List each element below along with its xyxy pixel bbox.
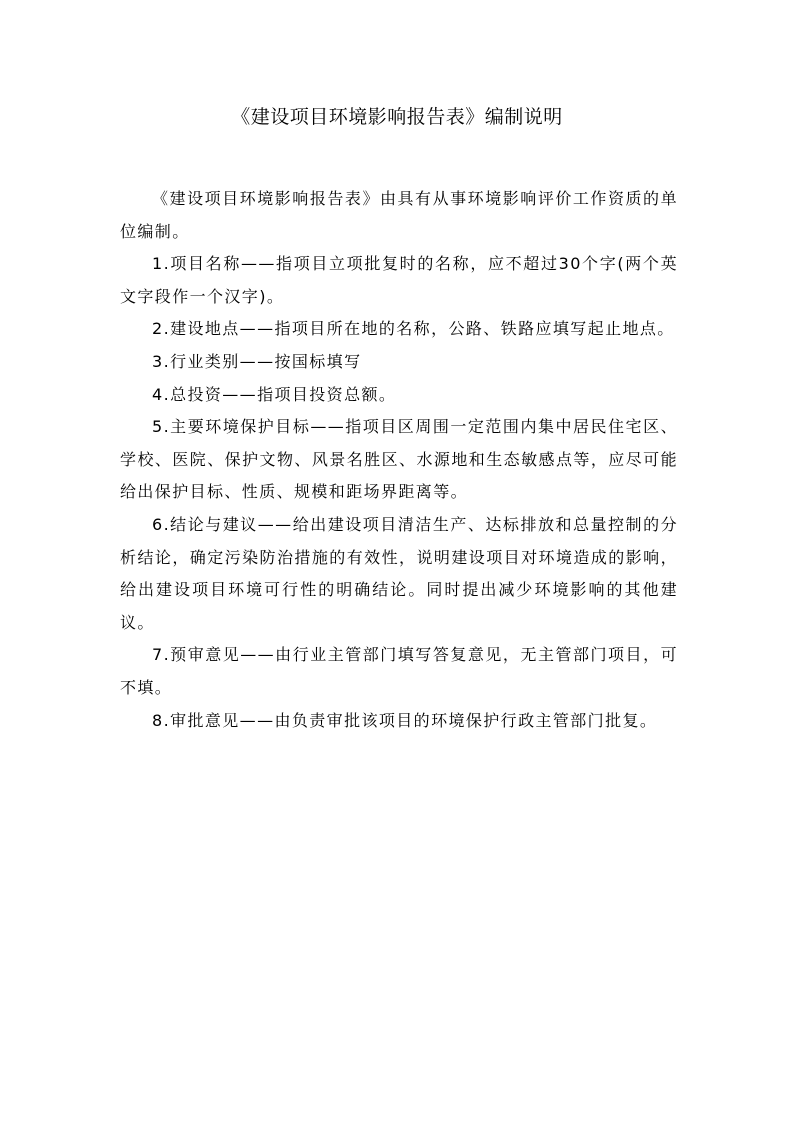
paragraph-protection-targets: 5.主要环境保护目标——指项目区周围一定范围内集中居民住宅区、学校、医院、保护文物、风景名胜区、水源地和生态敏感点等，应尽可能给出保护目标、性质、规模和距场界距离等。: [120, 417, 678, 502]
paragraph-pre-review-opinion: 7.预审意见——由行业主管部门填写答复意见，无主管部门项目，可不填。: [120, 645, 678, 697]
paragraph-construction-site: 2.建设地点——指项目所在地的名称，公路、铁路应填写起止地点。: [152, 319, 675, 339]
document-body: [120, 183, 678, 737]
paragraph-approval-opinion: 8.审批意见——由负责审批该项目的环境保护行政主管部门批复。: [152, 710, 658, 730]
paragraph-conclusions: 6.结论与建议——给出建设项目清洁生产、达标排放和总量控制的分析结论，确定污染防治措施的有效性，说明建设项目对环境造成的影响，给出建设项目环境可行性的明确结论。同时提出减少环境影响的其他建议。: [120, 514, 678, 632]
paragraph-industry-category: 3.行业类别——按国标填写: [152, 351, 362, 371]
paragraph-intro: 《建设项目环境影响报告表》由具有从事环境影响评价工作资质的单位编制。: [120, 189, 678, 241]
paragraph-project-name: 1.项目名称——指项目立项批复时的名称，应不超过30个字(两个英文字段作一个汉字)。: [120, 254, 678, 306]
paragraph-total-investment: 4.总投资——指项目投资总额。: [152, 384, 397, 404]
document-title: 《建设项目环境影响报告表》编制说明: [231, 106, 563, 128]
